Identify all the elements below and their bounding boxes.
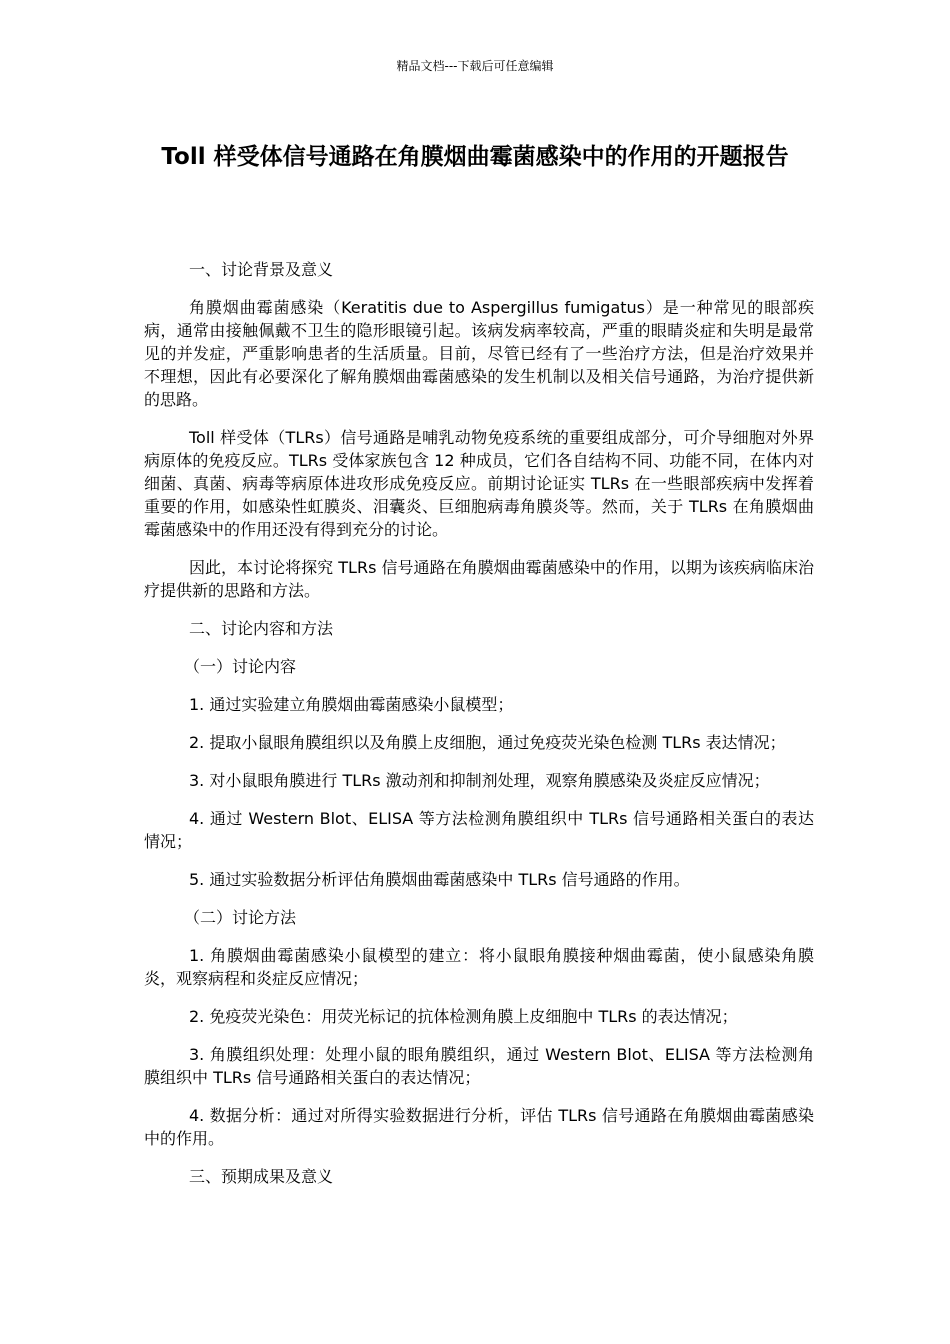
paragraph: Toll 样受体（TLRs）信号通路是哺乳动物免疫系统的重要组成部分，可介导细胞对外界病原体的免疫反应。TLRs 受体家族包含 12 种成员，它们各自结构不同、功能不同，在体内对细菌、真菌、病毒等病原体进攻形成免疫反应。前期讨论证实 TLRs 在一些眼部疾病中发挥着重要的作用，如感染性虹膜炎、泪囊炎、巨细胞病毒角膜炎等。然而，关于 TLRs 在角膜烟曲霉菌感染中的作用还没有得到充分的讨论。	[144, 428, 814, 539]
list-item: 2. 提取小鼠眼角膜组织以及角膜上皮细胞，通过免疫荧光染色检测 TLRs 表达情况；	[189, 733, 786, 752]
document-body	[144, 258, 814, 1203]
document-title: Toll 样受体信号通路在角膜烟曲霉菌感染中的作用的开题报告	[161, 144, 789, 170]
list-item: 5. 通过实验数据分析评估角膜烟曲霉菌感染中 TLRs 信号通路的作用。	[189, 870, 690, 889]
section-heading-background: 一、讨论背景及意义	[189, 260, 334, 279]
paragraph: 因此，本讨论将探究 TLRs 信号通路在角膜烟曲霉菌感染中的作用，以期为该疾病临床治疗提供新的思路和方法。	[144, 558, 814, 600]
subsection-heading-content: （一）讨论内容	[184, 657, 297, 676]
list-item: 4. 通过 Western Blot、ELISA 等方法检测角膜组织中 TLRs 信号通路相关蛋白的表达情况；	[144, 809, 814, 851]
list-item: 4. 数据分析：通过对所得实验数据进行分析，评估 TLRs 信号通路在角膜烟曲霉菌感染中的作用。	[144, 1106, 814, 1148]
list-item: 3. 对小鼠眼角膜进行 TLRs 激动剂和抑制剂处理，观察角膜感染及炎症反应情况；	[189, 771, 770, 790]
section-heading-content-method: 二、讨论内容和方法	[189, 619, 334, 638]
subsection-heading-method: （二）讨论方法	[184, 908, 297, 927]
list-item: 1. 角膜烟曲霉菌感染小鼠模型的建立：将小鼠眼角膜接种烟曲霉菌，使小鼠感染角膜炎，观察病程和炎症反应情况；	[144, 946, 814, 988]
list-item: 2. 免疫荧光染色：用荧光标记的抗体检测角膜上皮细胞中 TLRs 的表达情况；	[189, 1007, 738, 1026]
list-item: 1. 通过实验建立角膜烟曲霉菌感染小鼠模型；	[189, 695, 514, 714]
paragraph: 角膜烟曲霉菌感染（Keratitis due to Aspergillus fumigatus）是一种常见的眼部疾病，通常由接触佩戴不卫生的隐形眼镜引起。该病发病率较高，严重的眼睛炎症和失明是最常见的并发症，严重影响患者的生活质量。目前，尽管已经有了一些治疗方法，但是治疗效果并不理想，因此有必要深化了解角膜烟曲霉菌感染的发生机制以及相关信号通路，为治疗提供新的思路。	[144, 298, 814, 409]
header-note: 精品文档---下载后可任意编辑	[396, 59, 554, 73]
section-heading-expected-results: 三、预期成果及意义	[189, 1167, 334, 1186]
list-item: 3. 角膜组织处理：处理小鼠的眼角膜组织，通过 Western Blot、ELISA 等方法检测角膜组织中 TLRs 信号通路相关蛋白的表达情况；	[144, 1045, 814, 1087]
